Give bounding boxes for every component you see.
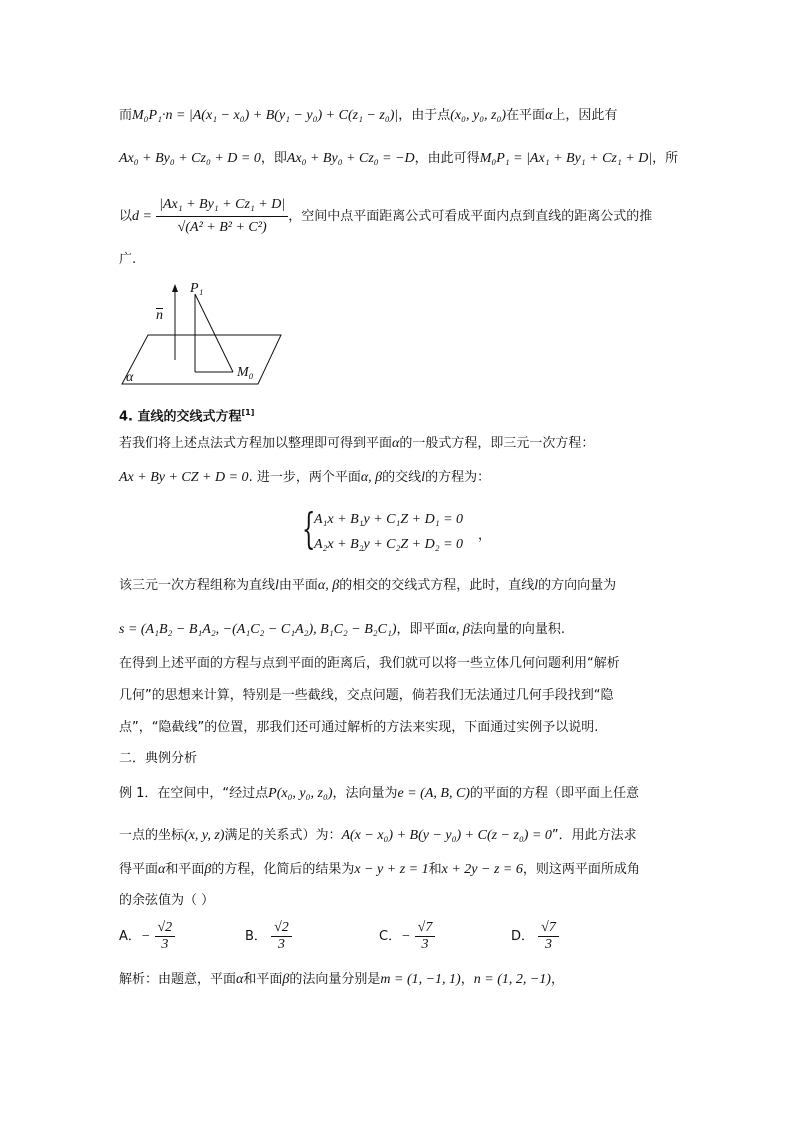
system-equation-1: A₁x + B₁y + C₁Z + D₁ = 0 bbox=[314, 512, 464, 527]
option-label: D． bbox=[511, 929, 535, 944]
fraction-numerator: |Ax₁ + By₁ + Cz₁ + D| bbox=[156, 194, 288, 217]
fraction-denominator: 3 bbox=[545, 937, 552, 952]
symbol-beta: β bbox=[204, 862, 212, 877]
distance-fraction bbox=[156, 194, 288, 239]
symbol-d: d = bbox=[132, 209, 152, 224]
text-segment: ，即平面 bbox=[396, 622, 449, 637]
text-segment: 例 1．在空间中，“经过点 bbox=[119, 786, 269, 801]
fraction-denominator: 3 bbox=[161, 937, 169, 952]
section-heading bbox=[119, 403, 254, 427]
section4-line-1 bbox=[119, 434, 594, 454]
symbol-l: l bbox=[534, 578, 539, 593]
option-fraction bbox=[155, 920, 176, 953]
text-segment: 由平面 bbox=[278, 578, 318, 593]
paragraph-line-1 bbox=[119, 106, 617, 126]
text-segment: 若我们将上述点法式方程加以整理即可得到平面 bbox=[119, 436, 393, 451]
text-segment: 的方程为： bbox=[425, 470, 491, 485]
text-segment: 广. bbox=[119, 252, 137, 267]
formula-projection: M₀P₁·n = |A(x₁ − x₀) + B(y₁ − y₀) + C(z₁ − z₀)| bbox=[132, 108, 399, 123]
formula-normal-m: m = (1, −1, 1) bbox=[380, 972, 461, 987]
text-segment: ，所 bbox=[652, 151, 679, 166]
text-segment: 上，因此有 bbox=[552, 108, 618, 123]
paragraph-line-3 bbox=[119, 194, 652, 239]
formula-distance-projection: M₀P₁ = |Ax₁ + By₁ + Cz₁ + D| bbox=[479, 151, 653, 166]
option-sign: − bbox=[140, 929, 151, 944]
system-brace: { bbox=[302, 504, 316, 553]
symbol-l: l bbox=[421, 470, 426, 485]
section4-line-4 bbox=[119, 620, 565, 640]
section4-line-3 bbox=[119, 576, 616, 596]
label-m0: M₀ bbox=[237, 365, 254, 380]
system-equation-2: A₂x + B₂y + C₂Z + D₂ = 0 bbox=[314, 537, 464, 552]
text-segment: ，则这两平面所成角 bbox=[522, 862, 640, 877]
text-segment: 和平面 bbox=[165, 862, 205, 877]
formula-general-plane: Ax + By + CZ + D = 0 bbox=[119, 470, 249, 485]
text-segment: 法向量的向量积. bbox=[469, 622, 565, 637]
fraction-numerator: √7 bbox=[415, 920, 436, 937]
slant-line bbox=[195, 294, 233, 372]
text-segment: 的平面的方程（即平面上任意 bbox=[469, 786, 639, 801]
symbol-alpha: α bbox=[236, 972, 244, 987]
text-segment: ，法向量为 bbox=[332, 786, 398, 801]
solution-line bbox=[119, 970, 564, 990]
option-label: C． bbox=[379, 929, 402, 944]
example1-line-3 bbox=[119, 860, 640, 880]
normal-arrowhead bbox=[172, 284, 178, 292]
fraction-numerator: √2 bbox=[155, 920, 176, 937]
example1-line-2 bbox=[119, 826, 637, 846]
symbol-alpha: α bbox=[158, 862, 166, 877]
text-segment: ， bbox=[550, 972, 564, 987]
formula-normal-n: n = (1, 2, −1) bbox=[473, 972, 551, 987]
symbol-beta: β bbox=[282, 972, 290, 987]
formula-coords: (x, y, z) bbox=[184, 828, 225, 843]
text-segment: 的方程，化简后的结果为 bbox=[211, 862, 355, 877]
text-segment: 的方向向量为 bbox=[538, 578, 617, 593]
symbol-alpha: α bbox=[545, 108, 553, 123]
text-segment: ，由于点 bbox=[398, 108, 451, 123]
option-d[interactable] bbox=[511, 920, 559, 953]
text-segment: 的交线 bbox=[382, 470, 422, 485]
formula-point: (x₀, y₀, z₀) bbox=[450, 108, 507, 123]
system-comma: ， bbox=[478, 528, 492, 543]
formula-plane-condition-2: Ax₀ + By₀ + Cz₀ = −D bbox=[286, 151, 415, 166]
option-c[interactable] bbox=[379, 920, 435, 953]
text-segment: ， bbox=[460, 972, 474, 987]
example1-line-1 bbox=[119, 784, 639, 804]
option-label: B． bbox=[245, 929, 267, 944]
section4-line-7: 点”，“隐截线”的位置，那我们还可通过解析的方法来实现，下面通过实例予以说明. bbox=[119, 720, 599, 735]
symbol-l: l bbox=[275, 578, 279, 593]
option-b[interactable] bbox=[245, 920, 292, 953]
symbol-planes: α, β bbox=[317, 578, 340, 593]
formula-direction-vector: s = (A₁B₂ − B₁A₂, −(A₁C₂ − C₁A₂), B₁C₂ − B₂C₁) bbox=[119, 622, 397, 637]
formula-point-p: P(x₀, y₀, z₀) bbox=[268, 786, 333, 801]
paragraph-line-2 bbox=[119, 149, 678, 169]
text-segment: 得平面 bbox=[119, 862, 159, 877]
text-segment: . 进一步，两个平面 bbox=[248, 470, 361, 485]
option-fraction bbox=[415, 920, 436, 953]
plane-shape bbox=[122, 335, 281, 384]
text-segment: ，由此可得 bbox=[414, 151, 480, 166]
text-segment: 的一般式方程，即三元一次方程： bbox=[399, 436, 595, 451]
fraction-numerator: √7 bbox=[538, 920, 559, 937]
text-segment: 和 bbox=[428, 862, 442, 877]
fraction-denominator: 3 bbox=[421, 937, 429, 952]
symbol-alpha: α bbox=[392, 436, 400, 451]
option-fraction bbox=[538, 920, 559, 953]
label-alpha-plane: α bbox=[126, 370, 134, 385]
symbol-planes: α, β bbox=[360, 470, 383, 485]
formula-normal-vector: e = (A, B, C) bbox=[397, 786, 470, 801]
option-sign: − bbox=[401, 929, 411, 944]
symbol-planes: α, β bbox=[448, 622, 470, 637]
text-segment: 一点的坐标 bbox=[119, 828, 185, 843]
text-segment: 该三元一次方程组称为直线 bbox=[119, 578, 276, 593]
text-segment: 的法向量分别是 bbox=[289, 972, 381, 987]
reference-marker: [1] bbox=[241, 408, 255, 417]
text-segment: 和平面 bbox=[243, 972, 283, 987]
text-segment: ，空间中点平面距离公式可看成平面内点到直线的距离公式的推 bbox=[288, 209, 653, 224]
text-segment: 解析：由题意，平面 bbox=[119, 972, 237, 987]
section4-line-5: 在得到上述平面的方程与点到平面的距离后，我们就可以将一些立体几何问题利用“解析 bbox=[119, 656, 620, 671]
formula-plane-equation: A(x − x₀) + B(y − y₀) + C(z − z₀) = 0 bbox=[341, 828, 552, 843]
text-segment: 满足的关系式）为： bbox=[224, 828, 342, 843]
formula-plane-condition: Ax₀ + By₀ + Cz₀ + D = 0 bbox=[119, 151, 261, 166]
section2-heading: 二．典例分析 bbox=[119, 751, 198, 766]
paragraph-line-4 bbox=[119, 250, 136, 270]
option-a[interactable] bbox=[119, 920, 175, 953]
text-segment: ，即 bbox=[260, 151, 287, 166]
fraction-denominator: √(A² + B² + C²) bbox=[177, 220, 267, 235]
section4-line-2 bbox=[119, 468, 490, 488]
text-segment: 在平面 bbox=[506, 108, 546, 123]
label-p1: P₁ bbox=[190, 281, 204, 296]
fraction-denominator: 3 bbox=[277, 937, 285, 952]
text-segment: 而 bbox=[119, 108, 133, 123]
option-fraction bbox=[271, 920, 292, 953]
section-heading-text: 4. 直线的交线式方程 bbox=[119, 409, 242, 425]
section4-line-6: 几何”的思想来计算，特别是一些截线，交点问题，倘若我们无法通过几何手段找到“隐 bbox=[119, 688, 614, 703]
option-label: A． bbox=[119, 929, 141, 944]
example1-line-4: 的余弦值为（ ） bbox=[119, 893, 215, 908]
formula-plane-beta: x + 2y − z = 6 bbox=[441, 862, 523, 877]
text-segment: 以 bbox=[119, 209, 133, 224]
text-segment: ”．用此方法求 bbox=[551, 828, 637, 843]
formula-plane-alpha: x − y + z = 1 bbox=[354, 862, 429, 877]
label-n-vector: n bbox=[156, 308, 163, 323]
text-segment: 的相交的交线式方程，此时，直线 bbox=[339, 578, 535, 593]
fraction-numerator: √2 bbox=[271, 920, 292, 937]
